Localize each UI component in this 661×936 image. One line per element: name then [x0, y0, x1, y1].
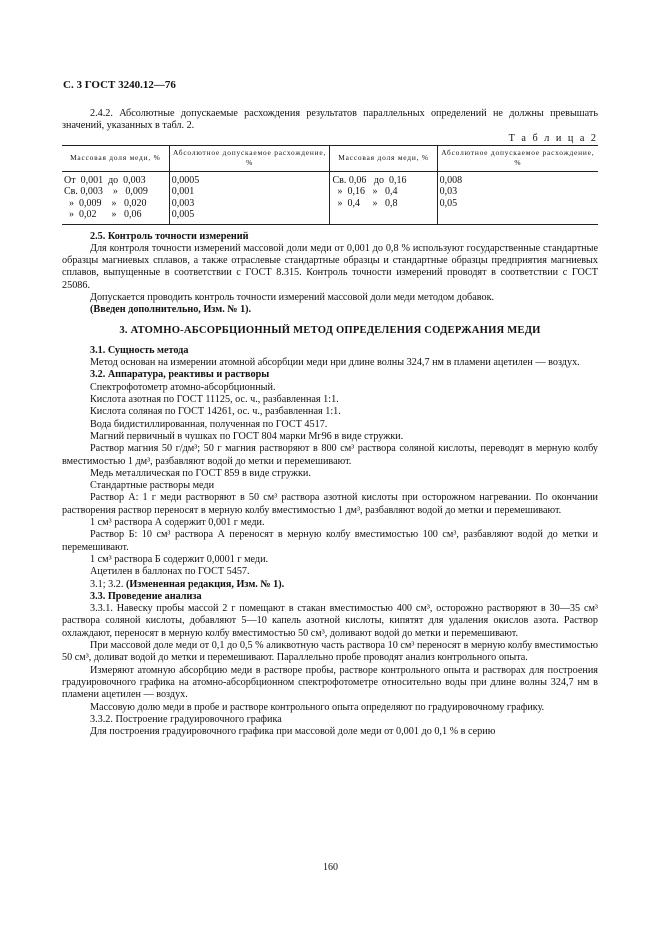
heading-3-2: 3.2. Аппаратура, реактивы и растворы	[90, 369, 270, 381]
table-caption: Т а б л и ц а 2	[508, 132, 598, 144]
paragraph-3-3-1-d: Массовую долю меди в пробе и растворе контрольного опыта определяют по градуировочному графику.	[90, 701, 545, 713]
paragraph-2-5-b: Допускается проводить контроль точности измерений массовой доли меди методом добавок.	[90, 292, 495, 303]
amendment-ref: 3.1; 3.2.	[90, 578, 126, 590]
amendment-text: (Измененная редакция, Изм. № 1).	[125, 578, 285, 590]
heading-3-1: 3.1. Сущность метода	[90, 344, 189, 356]
table-cell: » 0,02 » 0,06	[64, 209, 142, 221]
paragraph-2-5-a: Для контроля точности измерений массовой доли меди от 0,001 до 0,8 % используют государственные стандартные образцы магниевых сплавов, а также отраслевые стандартные образцы и стандартные образцы предприятия магниевых сплавов, выпущенные в соответствии с ГОСТ 8.315. Контроль точности измерений проводят в соответствии с ГОСТ 25086.	[62, 242, 598, 291]
amendment-note-3-2	[62, 579, 598, 591]
table-cell	[330, 209, 437, 224]
table-cell: 0,005	[169, 209, 330, 224]
heading-2-5: 2.5. Контроль точности измерений	[90, 230, 249, 242]
table-cell: 0,03	[437, 186, 598, 197]
section-3-title: 3. АТОМНО-АБСОРБЦИОННЫЙ МЕТОД ОПРЕДЕЛЕНИЯ СОДЕРЖАНИЯ МЕДИ	[119, 324, 541, 336]
table-header-2: Абсолютное допускаемое расхождение, %	[169, 145, 330, 171]
table-row	[62, 186, 598, 197]
list-item: 1 см³ раствора Б содержит 0,0001 г меди.	[90, 553, 269, 565]
running-header: С. 3 ГОСТ 3240.12—76	[63, 79, 176, 91]
table-cell: » 0,4 » 0,8	[330, 198, 437, 209]
table-cell	[437, 209, 598, 224]
table-cell: » 0,009 » 0,020	[64, 197, 147, 209]
amendment-note-2-5: (Введен дополнительно, Изм. № 1).	[90, 304, 252, 316]
paragraph-3-1: Метод основан на измерении атомной абсорбции меди нри длине волны 324,7 нм в пламени ацетилен — воздух.	[90, 357, 580, 369]
table-header-3: Массовая доля меди, %	[330, 145, 437, 171]
heading-3-3: 3.3. Проведение анализа	[90, 590, 202, 602]
list-item: Медь металлическая по ГОСТ 859 в виде стружки.	[90, 467, 311, 479]
table-cell: 0,001	[169, 186, 330, 197]
list-item: Раствор Б: 10 см³ раствора А переносят в мерную колбу вместимостью 100 см³, разбавляют водой до метки и перемешивают.	[62, 529, 598, 553]
page-number: 160	[323, 862, 338, 873]
list-item: Стандартные растворы меди	[90, 480, 215, 492]
table-header-4: Абсолютное допускаемое расхождение, %	[437, 145, 598, 171]
table-cell: 0,008	[437, 171, 598, 186]
list-item: Ацетилен в баллонах по ГОСТ 5457.	[90, 566, 250, 578]
list-item: Вода бидистиллированная, полученная по ГОСТ 4517.	[90, 418, 328, 430]
paragraph-3-3-1-c: Измеряют атомную абсорбцию меди в растворе пробы, растворе контрольного опыта и растворах для построения градуировочного графика на атомно-абсорбционном спектрофотометре относительно воды при длине волны 324,7 нм в пламени ацетилен — воздух.	[62, 664, 598, 701]
table-cell: 0,003	[169, 198, 330, 209]
list-item: Кислота соляная по ГОСТ 14261, ос. ч., разбавленная 1:1.	[90, 406, 341, 418]
paragraph-3-3-1: 3.3.1. Навеску пробы массой 2 г помещают в стакан вместимостью 400 см³, осторожно растворяют в 30—35 см³ раствора соляной кислоты, добавляют 5—10 капель азотной кислоты, кипятят для удаления окислов азота. Раствор охлаждают, переносят в мерную колбу вместимостью 50 см³, доливают водой до метки и перемешивают.	[62, 603, 598, 639]
list-item: Кислота азотная по ГОСТ 11125, ос. ч., разбавленная 1:1.	[90, 394, 339, 406]
paragraph-3-3-2: Для построения градуировочного графика при массовой доле меди от 0,001 до 0,1 % в серию	[90, 726, 496, 738]
list-item: 1 см³ раствора А содержит 0,001 г меди.	[90, 517, 265, 529]
table-cell: Св. 0,003 » 0,009	[64, 186, 148, 198]
table-cell: Св. 0,06 до 0,16	[330, 171, 437, 186]
list-item: Раствор магния 50 г/дм³; 50 г магния растворяют в 800 см³ раствора соляной кислоты, переводят в мерную колбу вместимостью 1 дм³, разбавляют водой до метки и перемешивают.	[62, 443, 598, 467]
document-body	[62, 108, 598, 738]
tolerance-table	[62, 145, 598, 225]
table-cell: » 0,16 » 0,4	[330, 186, 437, 197]
paragraph-2-4-2: 2.4.2. Абсолютные допускаемые расхождения результатов параллельных определений не должны превышать значений, указанных в табл. 2.	[62, 108, 598, 132]
paragraph-3-3-1-b: При массовой доле меди от 0,1 до 0,5 % аликвотную часть раствора 10 см³ переносят в мерную колбу вместимостью 50 см³, доливат водой до метки и перемешивают. Параллельно пробе проводят анализ контрольного опыта.	[62, 640, 598, 664]
table-row	[62, 209, 598, 224]
list-item: Магний первичный в чушках по ГОСТ 804 марки Мг96 в виде стружки.	[90, 430, 404, 442]
table-row	[62, 198, 598, 209]
table-cell: 0,05	[437, 198, 598, 209]
table-header-1: Массовая доля меди, %	[62, 145, 169, 171]
table-cell: 0,0005	[169, 171, 330, 186]
list-item: Раствор А: 1 г меди растворяют в 50 см³ раствора азотной кислоты при осторожном нагревании. По окончании растворения раствор переносят в мерную колбу вместимостью 1 дм³, разбавляют водой до метки и перемешивают.	[62, 492, 598, 516]
list-item: Спектрофотометр атомно-абсорбционный.	[90, 381, 276, 393]
table-cell: От 0,001 до 0,003	[64, 174, 146, 186]
table-row	[62, 171, 598, 186]
heading-3-3-2: 3.3.2. Построение градуировочного графика	[90, 713, 282, 725]
